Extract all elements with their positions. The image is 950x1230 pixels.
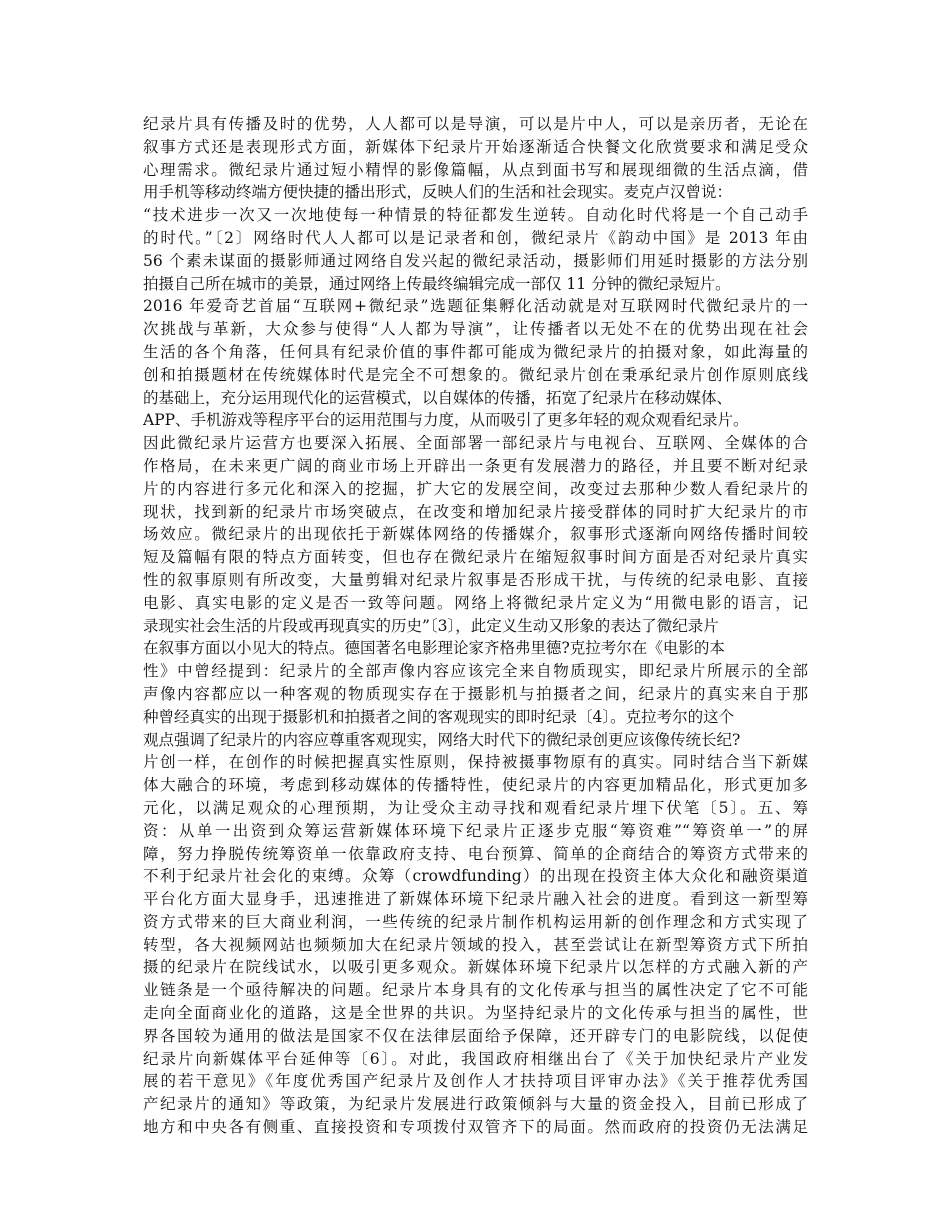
text-line: 2016 年爱奇艺首届“互联网+微纪录”选题征集孵化活动就是对互联网时代微纪录片的一 <box>143 297 808 316</box>
text-line: 56 个素未谋面的摄影师通过网络自发兴起的微纪录活动，摄影师们用延时摄影的方法分别 <box>143 251 808 270</box>
text-line: “技术进步一次又一次地使每一种情景的特征都发生逆转。自动化时代将是一个自己动手 <box>143 206 808 225</box>
text-line: 的基础上，充分运用现代化的运营模式，以自媒体的传播，拓宽了纪录片在移动媒体、 <box>143 388 733 407</box>
text-line: APP、手机游戏等程序平台的运用范围与力度，从而吸引了更多年轻的观众观看纪录片。 <box>143 411 749 430</box>
text-line: 不利于纪录片社会化的束缚。众筹（crowdfunding）的出现在投资主体大众化和融资渠道 <box>143 867 808 886</box>
text-line: 种曾经真实的出现于摄影机和拍摄者之间的客观现实的即时纪录〔4〕。克拉考尔的这个 <box>143 707 735 726</box>
text-line: 走向全面商业化的道路，这是全世界的共识。为坚持纪录片的文化传承与担当的属性，世 <box>143 1004 808 1023</box>
text-line: 电影、真实电影的定义是否一致等问题。网络上将微纪录片定义为“用微电影的语言，记 <box>143 593 808 612</box>
text-line: 作格局，在未来更广阔的商业市场上开辟出一条更有发展潜力的路径，并且要不断对纪录 <box>143 456 808 475</box>
text-line: 录现实社会生活的片段或再现真实的历史”〔3〕，此定义生动又形象的表达了微纪录片 <box>143 616 719 635</box>
text-line: 在叙事方面以小见大的特点。德国著名电影理论家齐格弗里德?克拉考尔在《电影的本 <box>143 639 725 658</box>
text-line: 资：从单一出资到众筹运营新媒体环境下纪录片正逐步克服“筹资难”“筹资单一”的屏 <box>143 821 808 840</box>
text-line: 地方和中央各有侧重、直接投资和专项拨付双管齐下的局面。然而政府的投资仍无法满足 <box>143 1118 808 1137</box>
text-line: 纪录片具有传播及时的优势，人人都可以是导演，可以是片中人，可以是亲历者，无论在 <box>143 115 808 133</box>
text-line: 创和拍摄题材在传统媒体时代是完全不可想象的。微纪录片创在秉承纪录片创作原则底线 <box>143 365 808 384</box>
text-line: 次挑战与革新，大众参与使得“人人都为导演”，让传播者以无处不在的优势出现在社会 <box>143 320 808 339</box>
text-line: 叙事方式还是表现形式方面，新媒体下纪录片开始逐渐适合快餐文化欣赏要求和满足受众 <box>143 137 808 156</box>
text-line: 片创一样，在创作的时候把握真实性原则，保持被摄事物原有的真实。同时结合当下新媒 <box>143 753 808 772</box>
text-line: 生活的各个角落，任何具有纪录价值的事件都可能成为微纪录片的拍摄对象，如此海量的 <box>143 342 808 361</box>
text-line: 转型，各大视频网站也频频加大在纪录片领域的投入，甚至尝试让在新型筹资方式下所拍 <box>143 935 808 954</box>
text-line: 展的若干意见》《年度优秀国产纪录片及创作人才扶持项目评审办法》《关于推荐优秀国 <box>143 1072 808 1091</box>
text-line: 现状，找到新的纪录片市场突破点，在改变和增加纪录片接受群体的同时扩大纪录片的市 <box>143 502 808 521</box>
text-line: 障，努力挣脱传统筹资单一依靠政府支持、电台预算、简单的企商结合的筹资方式带来的 <box>143 844 808 863</box>
text-line: 片的内容进行多元化和深入的挖掘，扩大它的发展空间，改变过去那种少数人看纪录片的 <box>143 479 808 498</box>
text-line: 元化，以满足观众的心理预期，为让受众主动寻找和观看纪录片埋下伏笔〔5〕。五、筹 <box>143 798 808 817</box>
text-line: 观点强调了纪录片的内容应尊重客观现实，网络大时代下的微纪录创更应该像传统长纪? <box>143 730 741 749</box>
text-line: 体大融合的环境，考虑到移动媒体的传播特性，使纪录片的内容更加精品化，形式更加多 <box>143 776 808 795</box>
text-line: 拍摄自己所在城市的美景，通过网络上传最终编辑完成一部仅 11 分钟的微纪录短片。 <box>143 274 731 293</box>
text-line: 心理需求。微纪录片通过短小精悍的影像篇幅，从点到面书写和展现细微的生活点滴，借 <box>143 160 808 179</box>
text-line: 场效应。微纪录片的出现依托于新媒体网络的传播媒介，叙事形式逐渐向网络传播时间较 <box>143 525 808 544</box>
text-line: 用手机等移动终端方便快捷的播出形式，反映人们的生活和社会现实。麦克卢汉曾说： <box>143 183 733 202</box>
text-line: 的时代。”〔2〕网络时代人人都可以是记录者和创，微纪录片《韵动中国》是 2013 年由 <box>143 228 808 247</box>
text-line: 资方式带来的巨大商业利润，一些传统的纪录片制作机构运用新的创作理念和方式实现了 <box>143 912 808 931</box>
text-line: 因此微纪录片运营方也要深入拓展、全面部署一部纪录片与电视台、互联网、全媒体的合 <box>143 434 808 453</box>
text-line: 短及篇幅有限的特点方面转变，但也存在微纪录片在缩短叙事时间方面是否对纪录片真实 <box>143 548 808 567</box>
text-line: 纪录片向新媒体平台延伸等〔6〕。对此，我国政府相继出台了《关于加快纪录片产业发 <box>143 1049 808 1068</box>
text-line: 平台化方面大显身手，迅速推进了新媒体环境下纪录片融入社会的进度。看到这一新型筹 <box>143 890 808 909</box>
text-line: 界各国较为通用的做法是国家不仅在法律层面给予保障，还开辟专门的电影院线，以促使 <box>143 1026 808 1045</box>
text-line: 产纪录片的通知》等政策，为纪录片发展进行政策倾斜与大量的资金投入，目前已形成了 <box>143 1095 808 1114</box>
text-line: 摄的纪录片在院线试水，以吸引更多观众。新媒体环境下纪录片以怎样的方式融入新的产 <box>143 958 808 977</box>
document-body <box>143 113 808 1139</box>
text-line: 性》中曾经提到：纪录片的全部声像内容应该完全来自物质现实，即纪录片所展示的全部 <box>143 662 808 681</box>
text-line: 业链条是一个亟待解决的问题。纪录片本身具有的文化传承与担当的属性决定了它不可能 <box>143 981 808 1000</box>
text-line: 性的叙事原则有所改变，大量剪辑对纪录片叙事是否形成干扰，与传统的纪录电影、直接 <box>143 570 808 589</box>
text-line: 声像内容都应以一种客观的物质现实存在于摄影机与拍摄者之间，纪录片的真实来自于那 <box>143 684 808 703</box>
